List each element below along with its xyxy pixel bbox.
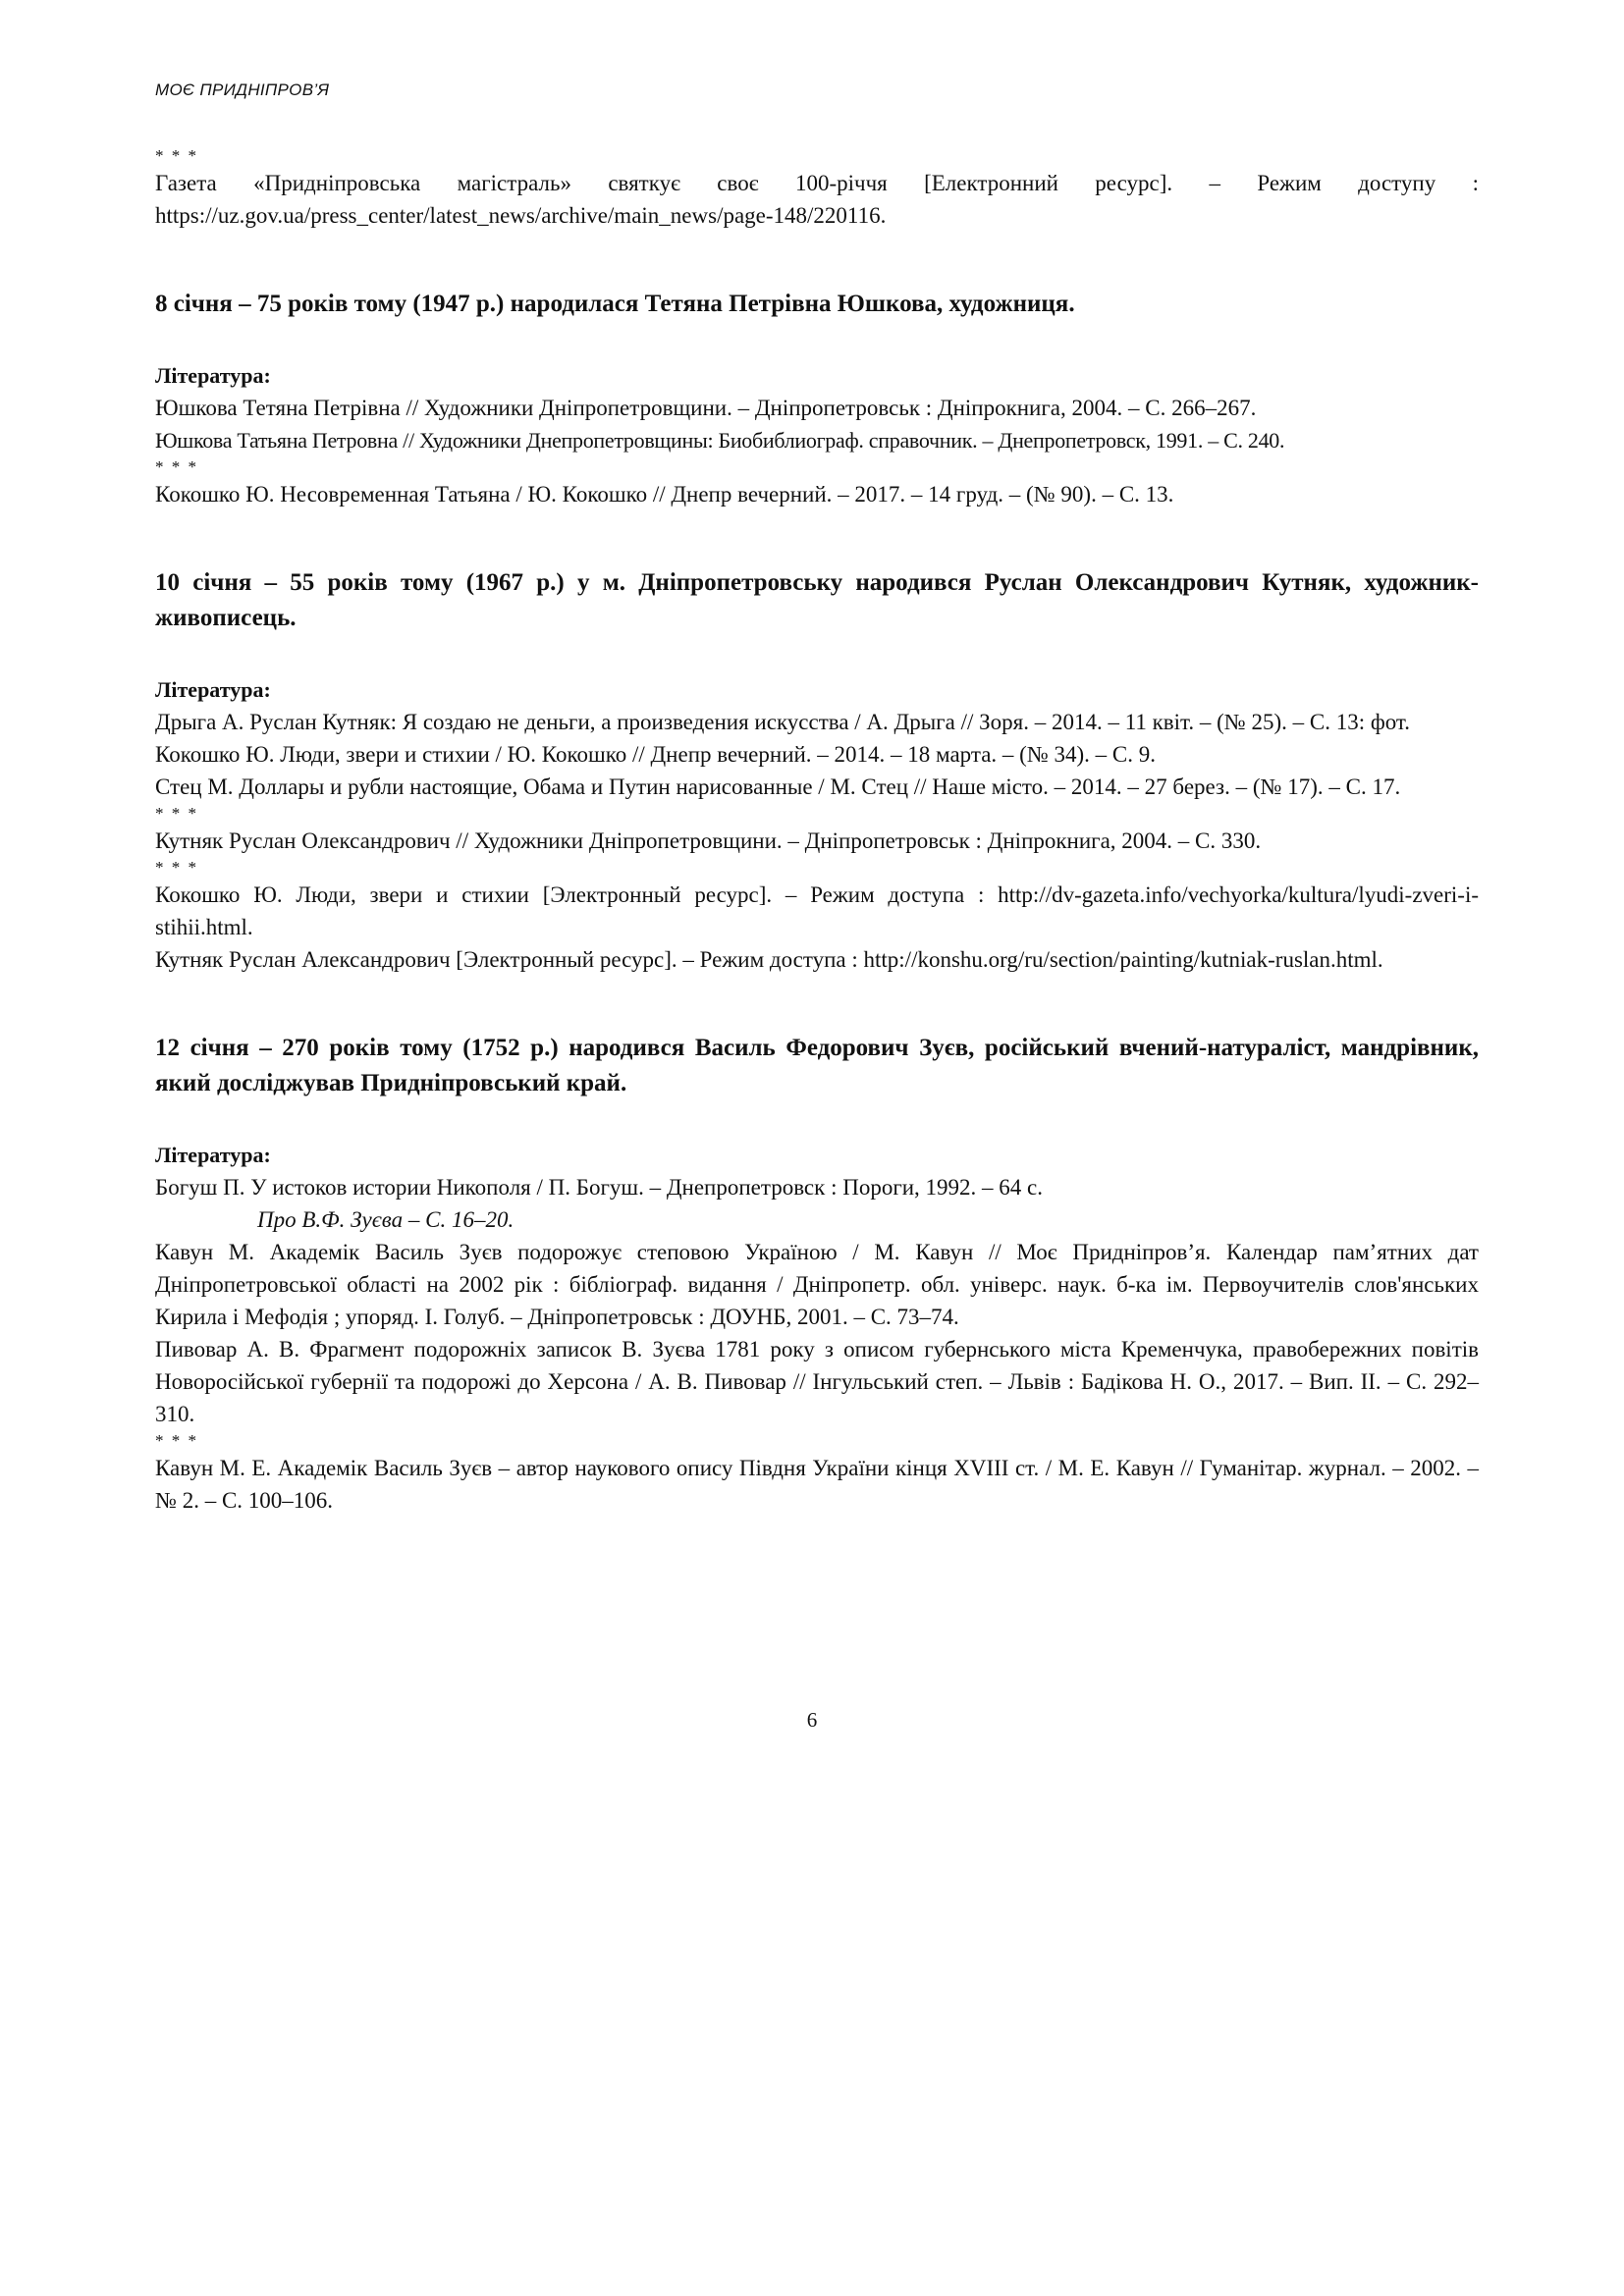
bibliography-entry: Кутняк Руслан Олександрович // Художники Дніпропетровщини. – Дніпропетровськ : Дніпрокнига, 2004. – С. 330. bbox=[155, 828, 1262, 853]
bibliography-entry: Стец М. Доллары и рубли настоящие, Обама и Путин нарисованные / М. Стец // Наше місто. – 2014. – 27 берез. – (№ 17). – С. 17. bbox=[155, 774, 1401, 799]
bibliography-entry: Юшкова Тетяна Петрівна // Художники Дніпропетровщини. – Дніпропетровськ : Дніпрокнига, 2004. – С. 266–267. bbox=[155, 396, 1257, 420]
separator: * * * bbox=[155, 804, 198, 823]
page-content bbox=[155, 145, 1479, 1517]
bibliography-entry: Кокошко Ю. Люди, звери и стихии / Ю. Кокошко // Днепр вечерний. – 2014. – 18 марта. – (№ 34). – С. 9. bbox=[155, 742, 1157, 767]
page-number: 6 bbox=[806, 1708, 818, 1732]
bibliography-entry: Кутняк Руслан Александрович [Электронный ресурс]. – Режим доступа : http://konshu.org/ru/section/painting/kutniak-ruslan.html. bbox=[155, 947, 1383, 972]
literature-label: Література: bbox=[155, 1143, 271, 1167]
section-heading: 8 січня – 75 років тому (1947 р.) народилася Тетяна Петрівна Юшкова, художниця. bbox=[155, 291, 1075, 317]
bibliography-entry: Кокошко Ю. Люди, звери и стихии [Электронный ресурс]. – Режим доступа : http://dv-gazeta.info/vechyorka/kultura/lyudi-zveri-i-stihii.html. bbox=[155, 882, 1479, 939]
bibliography-entry: Юшкова Татьяна Петровна // Художники Днепропетровщины: Биобиблиограф. справочник. – Днепропетровск, 1991. – С. 240. bbox=[155, 428, 1285, 453]
bibliography-entry: Пивовар А. В. Фрагмент подорожніх записок В. Зуєва 1781 року з описом губернського міста Кременчука, правобережних повітів Новоросійської губернії та подорожі до Херсона / А. В. Пивовар // Інгульський степ. – Львів : Бадікова Н. О., 2017. – Вип. ІІ. – С. 292–310. bbox=[155, 1337, 1479, 1426]
separator: * * * bbox=[155, 1431, 198, 1450]
bibliography-entry: Кавун М. Академік Василь Зуєв подорожує степовою Україною / М. Кавун // Моє Придніпров’я. Календар пам’ятних дат Дніпропетровської області на 2002 рік : бібліограф. видання / Дніпропетр. обл. універс. наук. б-ка ім. Первоучителів слов'янських Кирила і Мефодія ; упоряд. І. Голуб. – Дніпропетровськ : ДОУНБ, 2001. – С. 73–74. bbox=[155, 1240, 1479, 1329]
literature-label: Література: bbox=[155, 677, 271, 702]
separator: * * * bbox=[155, 457, 198, 476]
annotation-note: Про В.Ф. Зуєва – С. 16–20. bbox=[257, 1207, 514, 1232]
bibliography-entry: Богуш П. У истоков истории Никополя / П. Богуш. – Днепропетровск : Пороги, 1992. – 64 с. bbox=[155, 1175, 1044, 1200]
separator: * * * bbox=[155, 146, 198, 165]
literature-label: Література: bbox=[155, 363, 271, 388]
running-header: МОЄ ПРИДНІПРОВ’Я bbox=[155, 80, 330, 99]
section-heading: 10 січня – 55 років тому (1967 р.) у м. Дніпропетровську народився Руслан Олександрович Кутняк, художник-живописець. bbox=[155, 569, 1479, 631]
bibliography-entry: Газета «Придніпровська магістраль» святкує своє 100-річчя [Електронний ресурс]. – Режим доступу : https://uz.gov.ua/press_center/latest_news/archive/main_news/page-148/220116. bbox=[155, 171, 1479, 228]
separator: * * * bbox=[155, 858, 198, 877]
bibliography-entry: Дрыга А. Руслан Кутняк: Я создаю не деньги, а произведения искусства / А. Дрыга // Зоря. – 2014. – 11 квіт. – (№ 25). – С. 13: фот. bbox=[155, 710, 1411, 734]
section-heading: 12 січня – 270 років тому (1752 р.) народився Василь Федорович Зуєв, російський вчений-натураліст, мандрівник, який досліджував Придніпровський край. bbox=[155, 1035, 1479, 1096]
bibliography-entry: Кавун М. Е. Академік Василь Зуєв – автор наукового опису Півдня України кінця XVIII ст. / М. Е. Кавун // Гуманітар. журнал. – 2002. – № 2. – С. 100–106. bbox=[155, 1456, 1479, 1513]
bibliography-entry: Кокошко Ю. Несовременная Татьяна / Ю. Кокошко // Днепр вечерний. – 2017. – 14 груд. – (№ 90). – С. 13. bbox=[155, 482, 1174, 507]
